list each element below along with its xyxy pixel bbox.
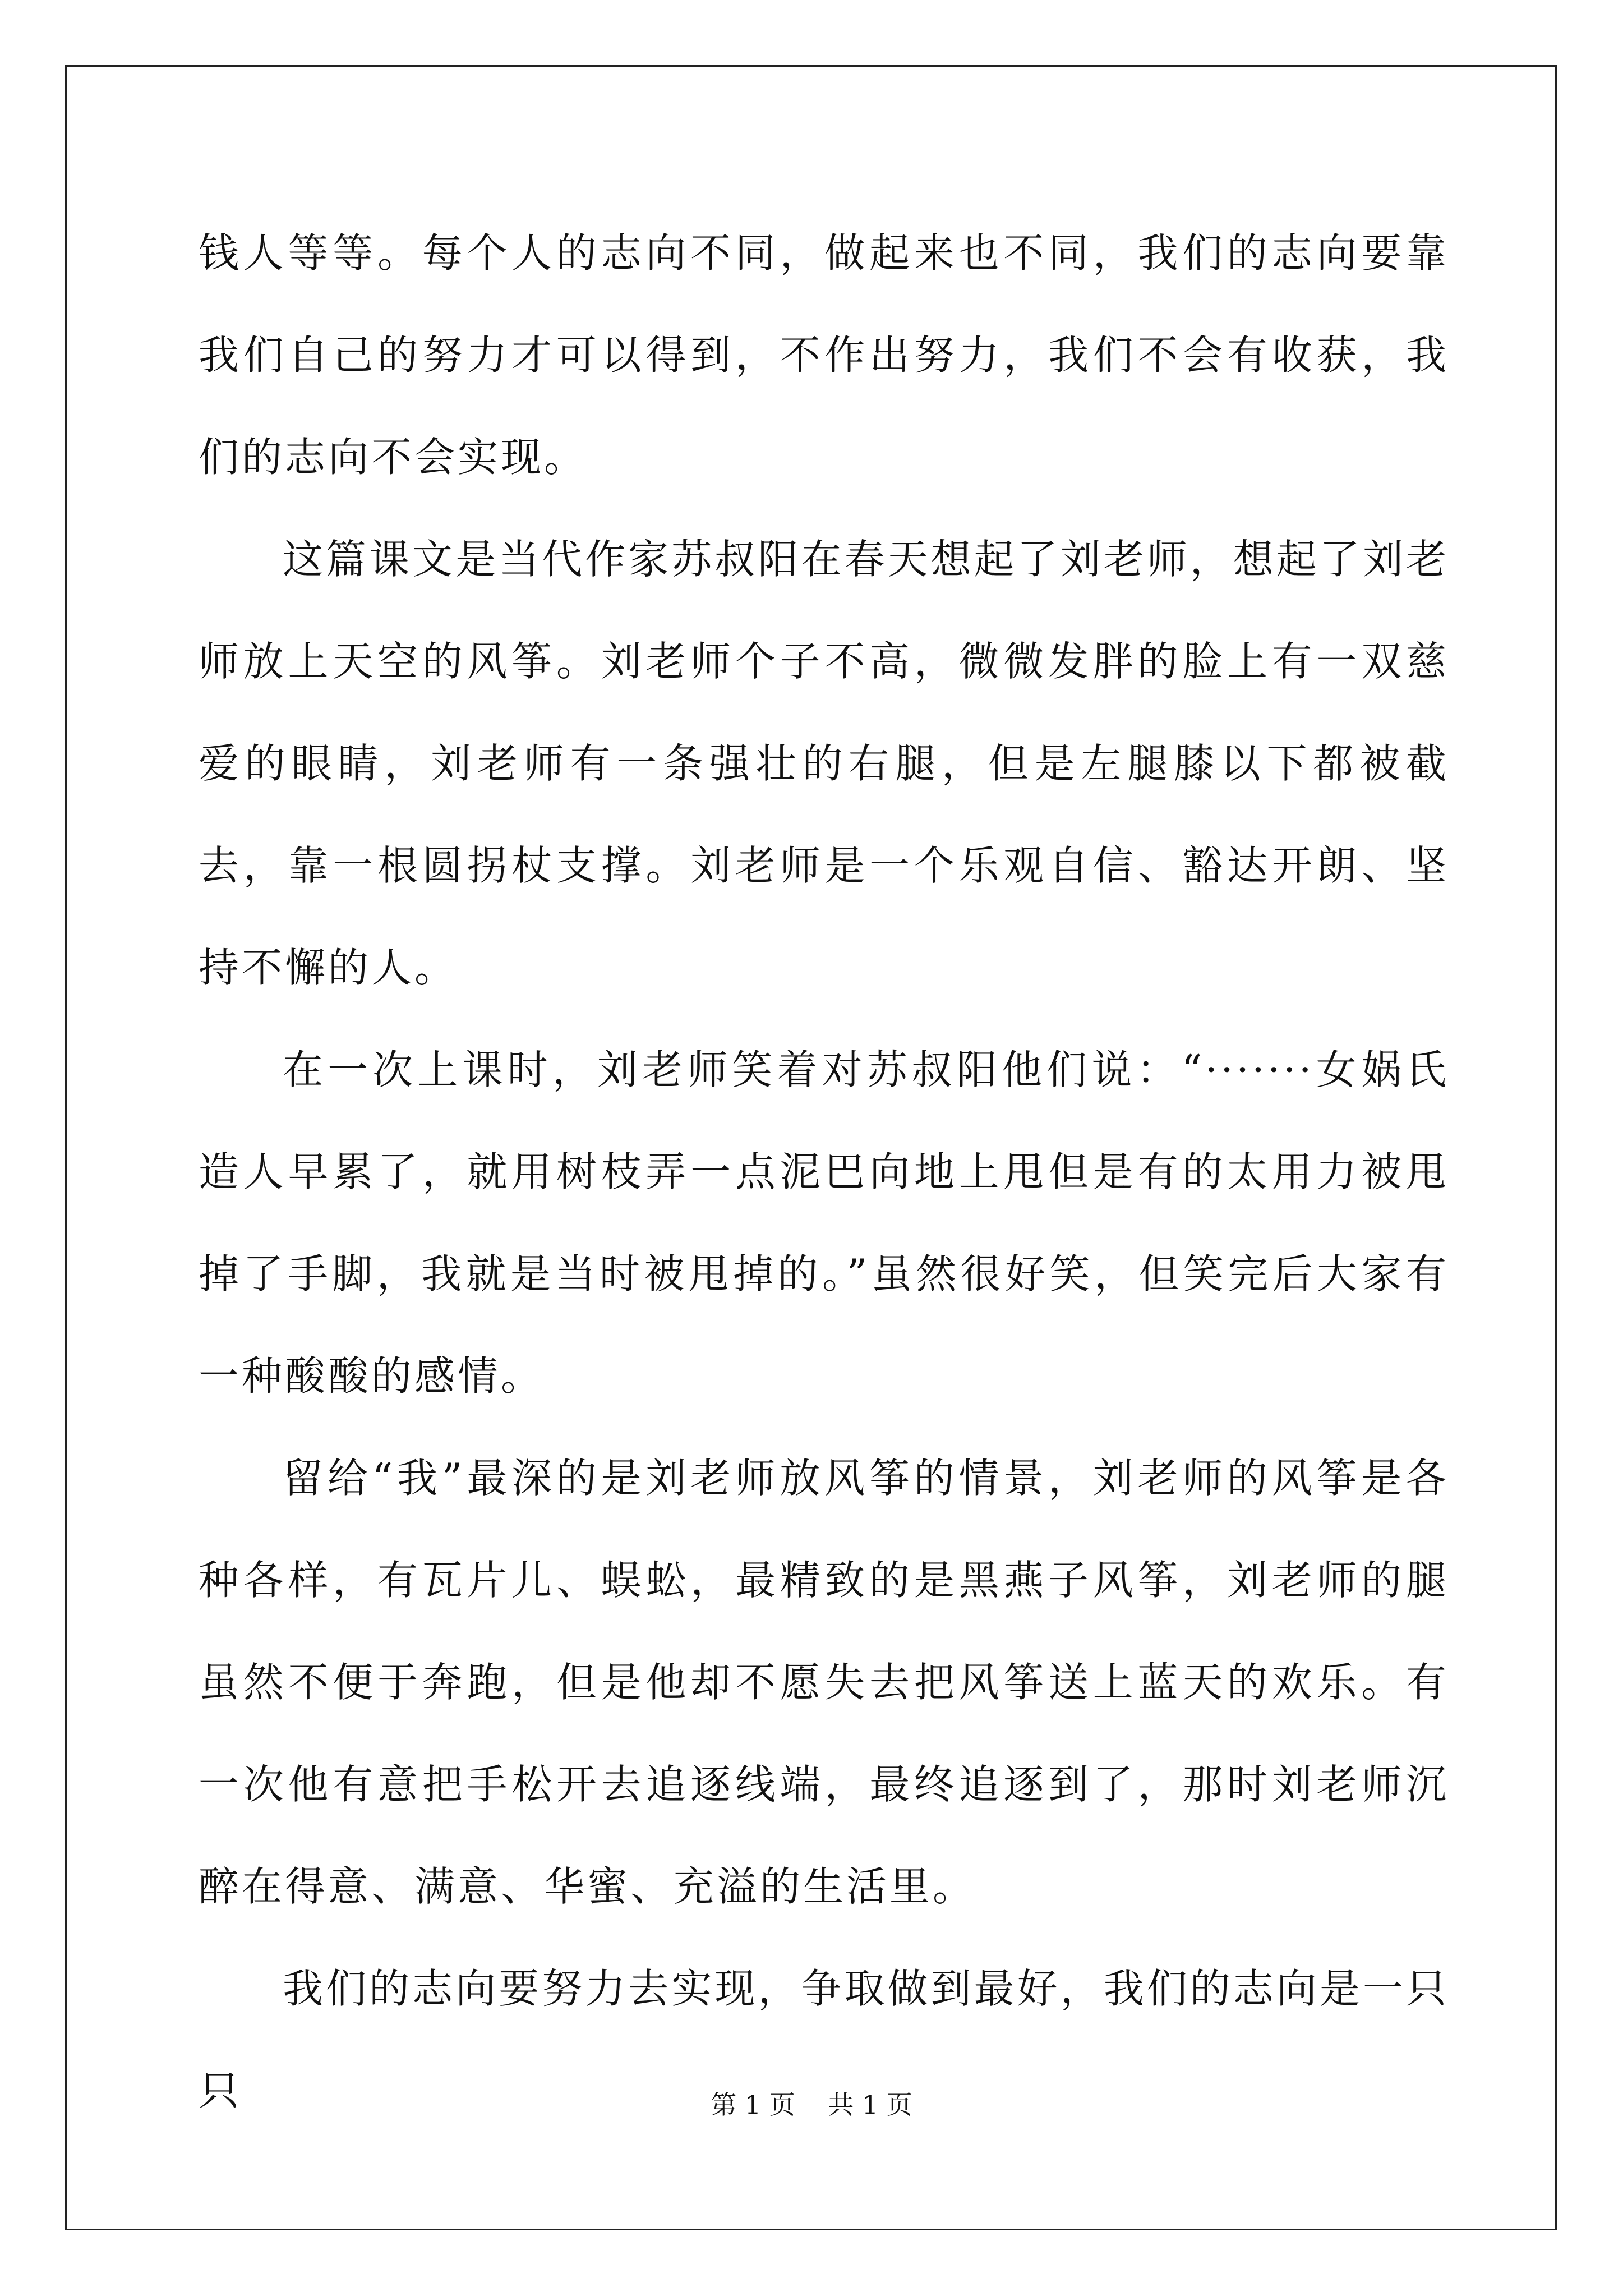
paragraph-5: 我们的志向要努力去实现，争取做到最好，我们的志向是一只只 [199, 1965, 1449, 2114]
paragraph-1: 钱人等等。每个人的志向不同，做起来也不同，我们的志向要靠我们自己的努力才可以得到，不作出努力，我们不会有收获，我们的志向不会实现。 [199, 229, 1449, 481]
paragraph-3: 在一次上课时，刘老师笑着对苏叔阳他们说：“·······女娲氏造人早累了，就用树枝弄一点泥巴向地上甩但是有的太用力被甩掉了手脚，我就是当时被甩掉的。”虽然很好笑，但笑完后大家有一种酸酸的感情。 [199, 1046, 1449, 1400]
document-body [199, 202, 1449, 2142]
page-number: 第 1 页 [711, 2090, 795, 2120]
paragraph-4: 留给“我”最深的是刘老师放风筝的情景，刘老师的风筝是各种各样，有瓦片儿、蜈蚣，最精致的是黑燕子风筝，刘老师的腿虽然不便于奔跑，但是他却不愿失去把风筝送上蓝天的欢乐。有一次他有意把手松开去追逐线端，最终追逐到了，那时刘老师沉醉在得意、满意、华蜜、充溢的生活里。 [199, 1455, 1449, 1910]
page-footer [0, 2088, 1623, 2122]
paragraph-2: 这篇课文是当代作家苏叔阳在春天想起了刘老师，想起了刘老师放上天空的风筝。刘老师个子不高，微微发胖的脸上有一双慈爱的眼睛，刘老师有一条强壮的右腿，但是左腿膝以下都被截去，靠一根圆拐杖支撑。刘老师是一个乐观自信、豁达开朗、坚持不懈的人。 [199, 536, 1449, 991]
page-total: 共 1 页 [828, 2090, 912, 2120]
